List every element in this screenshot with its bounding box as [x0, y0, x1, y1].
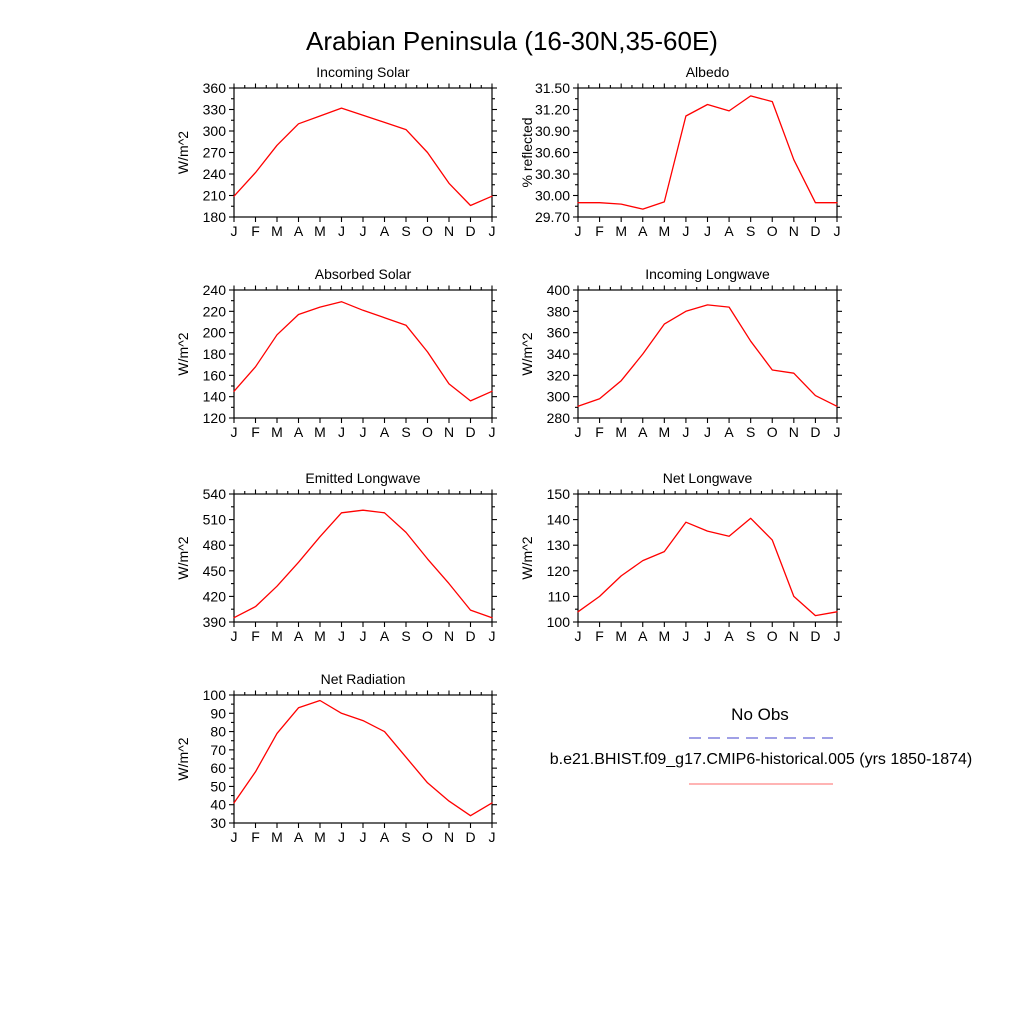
x-tick-label: M	[271, 424, 283, 440]
y-axis-label: W/m^2	[519, 536, 535, 580]
y-tick-label: 30.90	[534, 123, 570, 139]
x-tick-label: A	[638, 628, 648, 644]
plot-frame	[578, 290, 837, 418]
x-tick-label: J	[230, 628, 238, 644]
x-tick-label: N	[443, 628, 455, 644]
x-tick-label: A	[724, 424, 734, 440]
x-tick-label: J	[704, 223, 711, 239]
x-tick-label: N	[788, 424, 799, 440]
x-tick-label: M	[271, 223, 283, 239]
x-tick-label: J	[359, 829, 367, 845]
x-tick-label: J	[359, 628, 367, 644]
chart-title: Net Longwave	[662, 470, 753, 486]
y-tick-label: 300	[546, 388, 570, 405]
x-tick-label: A	[293, 829, 304, 845]
x-tick-label: N	[443, 829, 455, 845]
legend-model-label: b.e21.BHIST.f09_g17.CMIP6-historical.005 (yrs 1850-1874)	[549, 751, 973, 768]
x-tick-label: O	[422, 829, 433, 845]
x-tick-label: M	[615, 628, 628, 644]
chart-emitted-longwave	[175, 470, 497, 644]
y-tick-label: 140	[546, 511, 570, 528]
plot-frame	[234, 88, 492, 217]
x-tick-label: M	[615, 424, 628, 440]
y-tick-label: 340	[546, 346, 570, 362]
y-tick-label: 30	[210, 815, 226, 831]
y-tick-label: 40	[210, 796, 226, 813]
x-tick-label: M	[271, 628, 283, 644]
y-axis-label: W/m^2	[519, 332, 535, 376]
x-tick-label: O	[766, 424, 778, 440]
chart-title: Incoming Longwave	[645, 266, 770, 282]
model-line	[688, 779, 834, 789]
no-obs-line	[688, 733, 834, 743]
x-tick-label: J	[682, 628, 690, 644]
x-tick-label: S	[745, 628, 756, 644]
chart-title: Net Radiation	[320, 671, 406, 687]
x-tick-label: F	[251, 829, 260, 845]
x-tick-label: M	[314, 628, 326, 644]
series-line	[578, 96, 837, 209]
y-tick-label: 130	[546, 537, 570, 554]
y-tick-label: 450	[202, 562, 226, 579]
y-tick-label: 31.20	[534, 101, 570, 118]
plot-frame	[578, 494, 837, 622]
x-tick-label: A	[293, 628, 304, 644]
y-tick-label: 220	[202, 303, 226, 320]
chart-incoming-solar	[175, 64, 497, 239]
y-axis-label: W/m^2	[175, 536, 191, 580]
y-axis-label: W/m^2	[175, 737, 191, 781]
y-tick-label: 540	[202, 486, 226, 502]
x-tick-label: J	[704, 628, 711, 644]
x-tick-label: F	[251, 628, 260, 644]
x-tick-label: S	[745, 424, 756, 440]
y-tick-label: 240	[202, 282, 226, 298]
page-title: Arabian Peninsula (16-30N,35-60E)	[306, 26, 718, 56]
x-tick-label: O	[766, 223, 778, 239]
x-tick-label: J	[574, 223, 582, 239]
x-tick-label: S	[401, 424, 411, 440]
x-tick-label: J	[574, 628, 582, 644]
x-tick-label: D	[810, 628, 821, 644]
x-tick-label: J	[488, 424, 496, 440]
x-tick-label: J	[230, 424, 238, 440]
x-tick-label: D	[465, 223, 476, 239]
y-tick-label: 270	[202, 144, 226, 161]
y-tick-label: 240	[202, 166, 226, 182]
y-tick-label: 420	[202, 588, 226, 605]
x-tick-label: A	[638, 424, 648, 440]
y-axis-label: % reflected	[519, 117, 535, 188]
y-tick-label: 320	[546, 367, 570, 384]
y-tick-label: 100	[202, 687, 226, 703]
chart-title: Incoming Solar	[316, 64, 410, 80]
y-tick-label: 360	[202, 80, 226, 96]
y-tick-label: 510	[202, 511, 226, 528]
y-tick-label: 100	[546, 614, 570, 630]
y-tick-label: 160	[202, 367, 226, 384]
x-tick-label: A	[379, 223, 390, 239]
x-tick-label: M	[271, 829, 283, 845]
series-line	[578, 305, 837, 406]
x-tick-label: O	[422, 223, 433, 239]
x-tick-label: M	[658, 424, 671, 440]
series-line	[234, 108, 492, 205]
x-tick-label: A	[293, 424, 304, 440]
x-tick-label: A	[638, 223, 648, 239]
x-tick-label: J	[833, 628, 841, 644]
y-tick-label: 29.70	[534, 209, 570, 225]
x-tick-label: J	[704, 424, 711, 440]
y-axis-label: W/m^2	[175, 130, 191, 175]
x-tick-label: A	[379, 628, 390, 644]
chart-title: Albedo	[685, 64, 730, 80]
x-tick-label: F	[251, 424, 260, 440]
plot-frame	[234, 290, 492, 418]
y-tick-label: 70	[210, 741, 226, 758]
x-tick-label: S	[401, 223, 411, 239]
y-tick-label: 150	[546, 486, 570, 502]
y-tick-label: 200	[202, 324, 226, 341]
x-tick-label: M	[615, 223, 628, 239]
x-tick-label: M	[658, 223, 671, 239]
chart-albedo	[519, 64, 842, 239]
chart-title: Emitted Longwave	[305, 470, 421, 486]
x-tick-label: S	[401, 628, 411, 644]
legend-no-obs-label: No Obs	[731, 705, 789, 724]
x-tick-label: A	[379, 829, 390, 845]
chart-net-longwave	[519, 470, 842, 644]
x-tick-label: J	[338, 223, 345, 239]
x-tick-label: M	[314, 829, 326, 845]
x-tick-label: N	[443, 223, 455, 239]
chart-absorbed-solar	[175, 266, 497, 440]
x-tick-label: M	[314, 223, 326, 239]
y-tick-label: 330	[202, 101, 226, 118]
y-tick-label: 30.60	[534, 144, 570, 161]
y-tick-label: 380	[546, 303, 570, 320]
series-line	[234, 302, 492, 401]
y-tick-label: 180	[202, 209, 226, 225]
y-tick-label: 210	[202, 187, 226, 204]
y-tick-label: 30.00	[534, 187, 570, 204]
x-tick-label: A	[379, 424, 390, 440]
y-tick-label: 140	[202, 388, 226, 405]
x-tick-label: N	[788, 628, 799, 644]
y-tick-label: 120	[546, 562, 570, 579]
x-tick-label: D	[810, 424, 821, 440]
y-tick-label: 120	[202, 410, 226, 426]
x-tick-label: J	[574, 424, 582, 440]
x-tick-label: D	[465, 628, 476, 644]
series-line	[234, 510, 492, 618]
y-tick-label: 60	[210, 760, 226, 777]
plot-frame	[234, 494, 492, 622]
y-tick-label: 280	[546, 410, 570, 426]
x-tick-label: S	[401, 829, 411, 845]
x-tick-label: J	[338, 628, 345, 644]
chart-title: Absorbed Solar	[314, 266, 412, 282]
x-tick-label: J	[833, 424, 841, 440]
x-tick-label: J	[488, 628, 496, 644]
x-tick-label: J	[488, 829, 496, 845]
x-tick-label: O	[422, 424, 433, 440]
x-tick-label: O	[766, 628, 778, 644]
y-tick-label: 90	[210, 705, 226, 722]
x-tick-label: A	[293, 223, 304, 239]
x-tick-label: M	[658, 628, 671, 644]
x-tick-label: D	[465, 424, 476, 440]
x-tick-label: A	[724, 628, 734, 644]
y-tick-label: 80	[210, 723, 226, 740]
x-tick-label: J	[230, 223, 238, 239]
x-tick-label: O	[422, 628, 433, 644]
x-tick-label: J	[230, 829, 238, 845]
y-tick-label: 180	[202, 346, 226, 362]
y-tick-label: 110	[547, 588, 570, 605]
x-tick-label: J	[359, 223, 367, 239]
y-tick-label: 480	[202, 537, 226, 554]
x-tick-label: J	[682, 424, 690, 440]
x-tick-label: J	[682, 223, 690, 239]
y-tick-label: 30.30	[534, 166, 570, 182]
x-tick-label: N	[443, 424, 455, 440]
plot-frame	[578, 88, 837, 217]
y-tick-label: 400	[546, 282, 570, 298]
x-tick-label: N	[788, 223, 799, 239]
x-tick-label: A	[724, 223, 734, 239]
x-tick-label: F	[595, 628, 604, 644]
y-tick-label: 390	[202, 614, 226, 630]
x-tick-label: F	[595, 424, 604, 440]
x-tick-label: J	[359, 424, 367, 440]
x-tick-label: J	[338, 829, 345, 845]
x-tick-label: J	[833, 223, 841, 239]
y-tick-label: 50	[210, 778, 226, 795]
x-tick-label: J	[338, 424, 345, 440]
x-tick-label: F	[595, 223, 604, 239]
y-tick-label: 360	[546, 324, 570, 341]
x-tick-label: D	[810, 223, 821, 239]
x-tick-label: S	[745, 223, 756, 239]
chart-incoming-longwave	[519, 266, 842, 440]
x-tick-label: J	[488, 223, 496, 239]
y-axis-label: W/m^2	[175, 332, 191, 376]
y-tick-label: 31.50	[534, 80, 570, 96]
x-tick-label: D	[465, 829, 476, 845]
y-tick-label: 300	[202, 123, 226, 139]
series-line	[578, 518, 837, 615]
x-tick-label: M	[314, 424, 326, 440]
x-tick-label: F	[251, 223, 260, 239]
